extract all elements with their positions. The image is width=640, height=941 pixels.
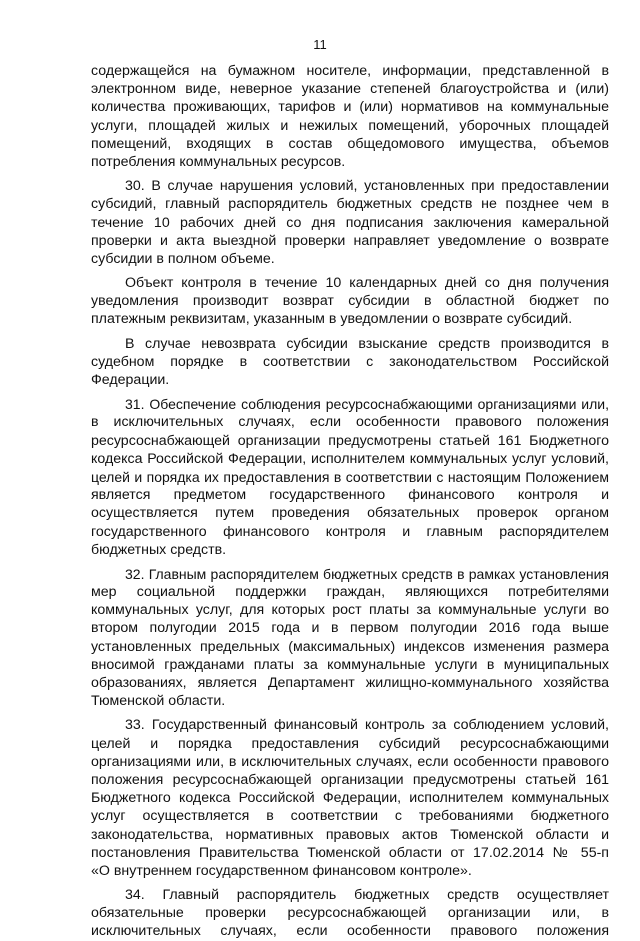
text-line: втором полугодии 2015 года и в первом полугодии 2016 года выше [91, 620, 609, 637]
text-line: бюджетных средств. [91, 541, 227, 558]
text-line: уведомления производит возврат субсидии в областной бюджет по [91, 293, 609, 310]
paragraph [91, 335, 609, 390]
text-line: Тюменской области. [91, 693, 226, 710]
paragraph [91, 395, 609, 559]
text-line: субсидии в полном объеме. [91, 250, 275, 267]
text-line: положения ресурсоснабжающей организации предусмотрены статьей 161 [91, 771, 609, 788]
paragraph [91, 274, 609, 329]
text-line: постановления Правительства Тюменской области от 17.02.2014 № 55-п [91, 844, 609, 861]
document-body [91, 62, 609, 941]
text-line: 34. Главный распорядитель бюджетных средств осуществляет [125, 887, 609, 904]
text-line: судебном порядке в соответствии с законодательством Российской [91, 353, 609, 370]
text-line: потребления коммунальных ресурсов. [91, 153, 346, 170]
text-line: организациями или, в исключительных случаях, если особенности правового [91, 753, 609, 770]
text-line: субсидий, главный распорядитель бюджетных средств не позднее чем в [91, 196, 609, 213]
text-line: Федерации. [91, 372, 170, 388]
text-line: обязательные проверки ресурсоснабжающей организации или, в [91, 905, 609, 922]
text-line: 30. В случае нарушения условий, установленных при предоставлении [125, 178, 609, 195]
text-line: проверки и акта выездной проверки направляет уведомление о возврате [91, 232, 609, 249]
page-number: 11 [313, 37, 327, 52]
text-line: установленных предельных (максимальных) индексов изменения размера [91, 638, 609, 655]
paragraph [91, 886, 609, 941]
text-line: 32. Главным распорядителем бюджетных средств в рамках установления [125, 565, 609, 582]
text-line: образованиях, является Департамент жилищно-коммунального хозяйства [91, 675, 609, 691]
text-line: в исключительных случаях, если особенности правового положения [91, 414, 609, 431]
text-line: вносимой гражданами платы за коммунальные услуги в муниципальных [91, 656, 609, 673]
text-line: государственного финансового контроля и главным распорядителем [91, 523, 609, 540]
text-line: В случае невозврата субсидии взыскание средств производится в [125, 335, 609, 352]
text-line: услуги, площадей жилых и нежилых помещений, уборочных площадей [91, 117, 609, 134]
text-line: законодательства, нормативных правовых актов Тюменской области и [91, 826, 609, 843]
text-line: кодекса Российской Федерации, исполнителем коммунальных услуг условий, [91, 450, 609, 467]
text-line: Объект контроля в течение 10 календарных дней со дня получения [125, 275, 609, 292]
text-line: электронном виде, неверное указание степеней благоустройства и (или) [91, 81, 609, 98]
paragraph [91, 62, 609, 171]
text-line: является предметом государственного финансового контроля и [91, 487, 609, 504]
text-line: коммунальных услуг, для которых рост платы за коммунальные услуги во [91, 602, 609, 619]
text-line: исключительных случаях, если особенности правового положения [91, 923, 609, 940]
text-line: платежным реквизитам, указанным в уведомлении о возврате субсидий. [91, 311, 573, 328]
text-line: ресурсоснабжающей организации предусмотрены статьей 161 Бюджетного [91, 432, 609, 449]
text-line: помещений, входящих в состав общедомового имущества, объемов [91, 135, 609, 152]
paragraph [91, 177, 609, 268]
text-line: содержащейся на бумажном носителе, информации, представленной в [91, 63, 609, 79]
text-line: целей и порядка предоставления субсидий ресурсоснабжающими [91, 735, 609, 752]
text-line: мер социальной поддержки граждан, являющихся потребителями [91, 584, 609, 601]
text-line: Бюджетного кодекса Российской Федерации, исполнителем коммунальных [91, 790, 609, 807]
paragraph [91, 565, 609, 711]
text-line: 31. Обеспечение соблюдения ресурсоснабжающими организациями или, [125, 396, 609, 413]
paragraph [91, 716, 609, 880]
text-line: осуществляется путем проведения обязательных проверок органом [91, 505, 609, 522]
text-line: количества проживающих, тарифов и (или) нормативов на коммунальные [91, 99, 609, 116]
text-line: «О внутреннем государственном финансовом контроле». [91, 862, 472, 879]
text-line: целей и порядка их предоставления в соответствии с настоящим Положением [91, 468, 609, 485]
text-line: 33. Государственный финансовый контроль за соблюдением условий, [125, 717, 609, 734]
text-line: услуг осуществляется в соответствии с требованиями бюджетного [91, 808, 609, 825]
text-line: течение 10 рабочих дней со дня подписания заключения камеральной [91, 214, 609, 231]
